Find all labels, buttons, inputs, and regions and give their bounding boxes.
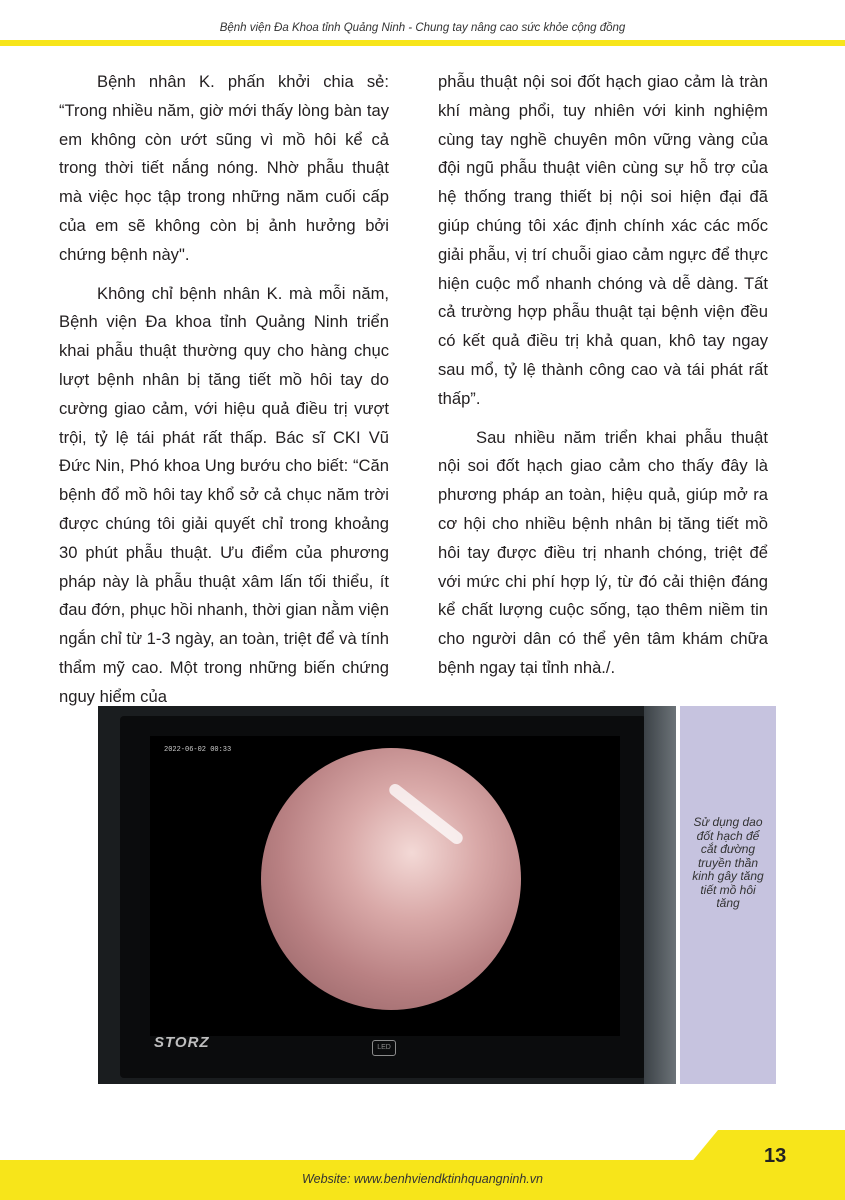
- header-text: Bệnh viện Đa Khoa tỉnh Quảng Ninh - Chung tay nâng cao sức khỏe cộng đồng: [219, 22, 626, 34]
- header-bar: [0, 40, 845, 46]
- caption-box: [680, 706, 776, 1084]
- left-paragraph-1: Bệnh nhân K. phấn khởi chia sẻ: “Trong nhiều năm, giờ mới thấy lòng bàn tay em không còn ướt sũng vì mồ hôi kể cả trong thời tiết nắng nóng. Nhờ phẫu thuật mà việc học tập trong những năm cuối cấp của em sẽ không còn bị ảnh hưởng bởi chứng bệnh này".: [59, 72, 389, 264]
- monitor: [120, 716, 646, 1078]
- screen-timestamp: 2022-06-02 00:33: [164, 746, 232, 754]
- footer-website: Website: www.benhviendktinhquangninh.vn: [302, 1172, 543, 1186]
- endoscope-photo: [98, 706, 676, 1084]
- photo-caption: Sử dụng dao đốt hạch để cắt đường truyền thần kinh gây tăng tiết mồ hôi tăng: [692, 815, 764, 910]
- page-header: [0, 0, 845, 40]
- led-badge-icon: LED: [372, 1040, 396, 1056]
- right-column: [438, 68, 768, 693]
- endoscope-view: [261, 748, 521, 1010]
- instrument-highlight: [387, 782, 465, 847]
- page-number: 13: [764, 1145, 787, 1167]
- monitor-brand-logo: STORZ: [154, 1034, 210, 1051]
- monitor-screen: [150, 736, 620, 1036]
- left-column: [59, 68, 389, 722]
- left-paragraph-2: Không chỉ bệnh nhân K. mà mỗi năm, Bệnh viện Đa khoa tỉnh Quảng Ninh triển khai phẫu thuật thường quy cho hàng chục lượt bệnh nhân bị tăng tiết mồ hôi tay do cường giao cảm, với hiệu quả điều trị vượt trội, tỷ lệ tái phát rất thấp. Bác sĩ CKI Vũ Đức Nin, Phó khoa Ung bướu cho biết: “Căn bệnh đổ mồ hôi tay khổ sở cả chục năm trời được chúng tôi giải quyết chỉ trong khoảng 30 phút phẫu thuật. Ưu điểm của phương pháp này là phẫu thuật xâm lấn tối thiểu, ít đau đớn, phục hồi nhanh, thời gian nằm viện ngắn chỉ từ 1-3 ngày, an toàn, triệt để và tính thẩm mỹ cao. Một trong những biến chứng nguy hiểm của: [59, 283, 389, 706]
- monitor-frame-edge: [644, 706, 676, 1084]
- right-paragraph-2: Sau nhiều năm triển khai phẫu thuật nội soi đốt hạch giao cảm cho thấy đây là phương pháp an toàn, hiệu quả, giúp mở ra cơ hội cho nhiều bệnh nhân bị tăng tiết mồ hôi tay được điều trị nhanh chóng, triệt để với mức chi phí hợp lý, từ đó cải thiện đáng kể chất lượng cuộc sống, tạo thêm niềm tin cho người dân có thể yên tâm khám chữa bệnh ngay tại tỉnh nhà./.: [438, 427, 768, 677]
- right-paragraph-1: phẫu thuật nội soi đốt hạch giao cảm là tràn khí màng phổi, tuy nhiên với kinh nghiệm cùng tay nghề chuyên môn vững vàng của đội ngũ phẫu thuật viên cùng sự hỗ trợ của hệ thống trang thiết bị nội soi hiện đại đã giúp chúng tôi xác định chính xác các mốc giải phẫu, vị trí chuỗi giao cảm ngực để thực hiện cuộc mổ nhanh chóng và dễ dàng. Tất cả trường hợp phẫu thuật tại bệnh viện đều có kết quả điều trị khả quan, khô tay ngay sau mổ, tỷ lệ thành công cao và tái phát rất thấp”.: [438, 72, 768, 408]
